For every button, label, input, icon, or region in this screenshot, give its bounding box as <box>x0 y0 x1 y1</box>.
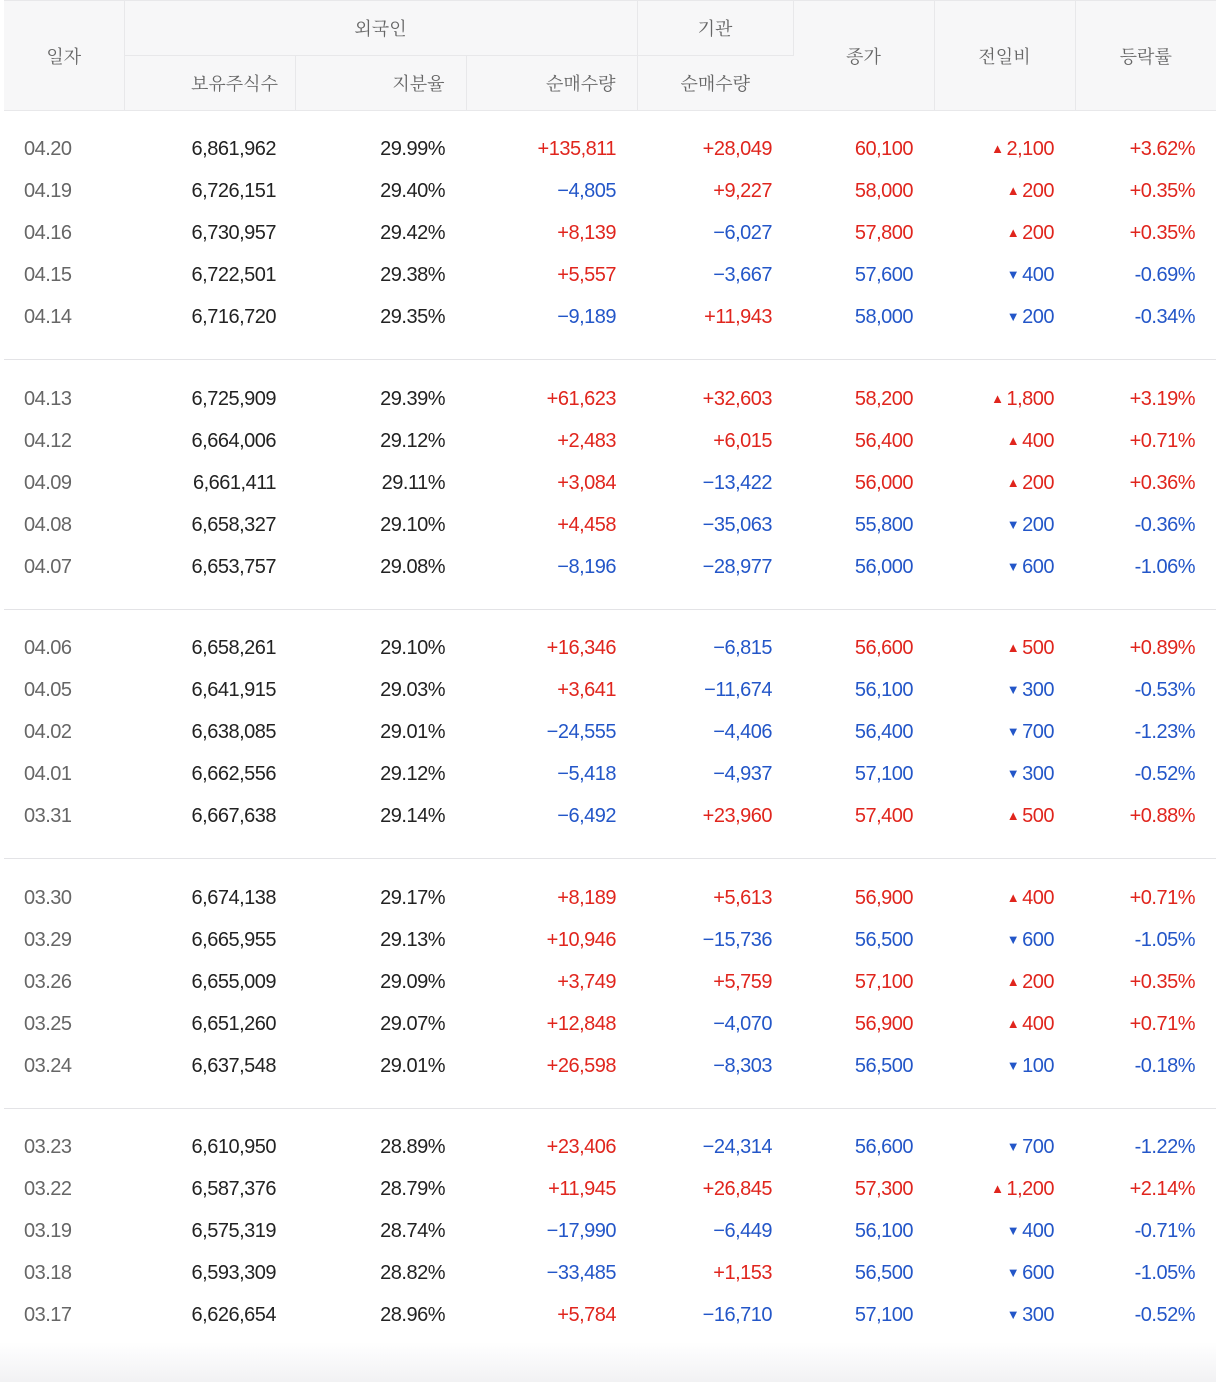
cell-close: 57,600 <box>854 264 914 286</box>
change-value: 300 <box>1022 679 1055 701</box>
header-change: 전일비 <box>934 1 1075 111</box>
cell-rate: -0.53% <box>1134 679 1196 701</box>
cell-rate: -1.23% <box>1134 721 1196 743</box>
change-value: 400 <box>1022 1012 1055 1035</box>
cell-holdings: 6,593,309 <box>191 1262 276 1284</box>
cell-holdings: 6,665,955 <box>191 928 276 951</box>
group-spacer <box>4 859 1216 877</box>
cell-date: 04.19 <box>24 180 72 202</box>
cell-rate: -0.36% <box>1134 513 1196 536</box>
cell-date: 03.30 <box>24 886 72 909</box>
cell-rate: +0.71% <box>1129 1012 1196 1035</box>
triangle-up-icon: ▲ <box>991 141 1004 156</box>
cell-foreign-net: +10,946 <box>546 928 617 951</box>
cell-share: 29.13% <box>380 928 445 951</box>
cell-date: 04.14 <box>24 306 72 328</box>
cell-share: 28.89% <box>380 1136 445 1158</box>
table-row <box>4 712 1216 754</box>
cell-date: 03.29 <box>24 928 72 951</box>
cell-share: 29.11% <box>381 471 445 494</box>
triangle-down-icon: ▼ <box>1006 682 1020 697</box>
table-header <box>4 1 1216 111</box>
cell-rate: +0.36% <box>1129 471 1196 494</box>
triangle-up-icon: ▲ <box>991 1181 1004 1196</box>
cell-rate: +0.71% <box>1129 886 1196 909</box>
cell-holdings: 6,674,138 <box>191 886 276 909</box>
triangle-up-icon: ▲ <box>1006 1015 1020 1031</box>
cell-change <box>934 1211 1075 1253</box>
change-value: 700 <box>1022 721 1055 743</box>
cell-institution-net: +11,943 <box>704 306 773 328</box>
cell-close: 56,000 <box>854 555 914 578</box>
table-row <box>4 420 1216 462</box>
cell-holdings: 6,655,009 <box>191 970 276 993</box>
cell-date: 04.13 <box>24 387 72 410</box>
cell-date: 04.15 <box>24 264 72 286</box>
cell-date: 04.08 <box>24 513 72 536</box>
cell-share: 29.38% <box>380 264 445 286</box>
cell-date: 03.25 <box>24 1012 72 1035</box>
cell-change <box>934 297 1075 339</box>
cell-foreign-net: +11,945 <box>548 1178 617 1200</box>
cell-rate: +0.71% <box>1129 429 1196 452</box>
table-row <box>4 628 1216 670</box>
cell-change <box>934 378 1075 420</box>
cell-close: 58,200 <box>854 387 914 410</box>
cell-close: 56,100 <box>854 679 914 701</box>
cell-close: 57,400 <box>854 805 914 827</box>
triangle-down-icon: ▼ <box>1006 1139 1020 1154</box>
table-body <box>4 111 1216 1358</box>
cell-close: 56,900 <box>854 1012 914 1035</box>
cell-foreign-net: −6,492 <box>557 805 617 827</box>
cell-change <box>934 877 1075 919</box>
cell-close: 56,500 <box>854 1262 914 1284</box>
cell-share: 29.10% <box>380 513 445 536</box>
cell-close: 56,400 <box>854 429 914 452</box>
cell-foreign-net: +5,784 <box>557 1304 617 1326</box>
cell-institution-net: +1,153 <box>713 1262 773 1284</box>
triangle-down-icon: ▼ <box>1006 558 1020 574</box>
table-row <box>4 754 1216 796</box>
triangle-up-icon: ▲ <box>991 390 1004 406</box>
cell-share: 28.82% <box>380 1262 445 1284</box>
cell-change <box>934 255 1075 297</box>
cell-foreign-net: +135,811 <box>537 138 617 160</box>
cell-date: 04.09 <box>24 471 72 494</box>
header-close: 종가 <box>793 1 934 111</box>
table-row <box>4 378 1216 420</box>
cell-institution-net: −4,937 <box>713 763 773 785</box>
cell-foreign-net: +8,189 <box>557 886 617 909</box>
cell-rate: -0.18% <box>1134 1054 1196 1077</box>
cell-holdings: 6,653,757 <box>191 555 276 578</box>
cell-date: 04.20 <box>24 138 72 160</box>
cell-change <box>934 462 1075 504</box>
cell-close: 56,100 <box>854 1220 914 1242</box>
cell-institution-net: +6,015 <box>713 429 773 452</box>
cell-rate: -1.06% <box>1134 555 1196 578</box>
cell-date: 03.31 <box>24 805 72 827</box>
cell-share: 29.10% <box>380 637 445 659</box>
group-spacer <box>4 838 1216 859</box>
cell-rate: +0.35% <box>1129 180 1196 202</box>
triangle-up-icon: ▲ <box>1006 808 1020 823</box>
cell-foreign-net: +5,557 <box>557 264 617 286</box>
cell-rate: +3.19% <box>1129 387 1196 410</box>
cell-institution-net: +32,603 <box>702 387 773 410</box>
cell-institution-net: −4,406 <box>713 721 773 743</box>
table-row <box>4 462 1216 504</box>
cell-rate: +0.88% <box>1129 805 1196 827</box>
cell-rate: +0.35% <box>1129 222 1196 244</box>
cell-share: 29.99% <box>380 138 445 160</box>
cell-holdings: 6,730,957 <box>191 222 276 244</box>
cell-share: 29.40% <box>380 180 445 202</box>
cell-institution-net: −28,977 <box>702 555 773 578</box>
group-spacer <box>4 360 1216 378</box>
cell-holdings: 6,658,327 <box>191 513 276 536</box>
triangle-up-icon: ▲ <box>1006 432 1020 448</box>
cell-date: 04.05 <box>24 679 72 701</box>
cell-institution-net: +5,613 <box>713 886 773 909</box>
table-row <box>4 1295 1216 1337</box>
table-row <box>4 1045 1216 1087</box>
cell-holdings: 6,651,260 <box>191 1012 276 1035</box>
cell-foreign-net: −4,805 <box>557 180 617 202</box>
triangle-down-icon: ▼ <box>1006 516 1020 532</box>
change-value: 500 <box>1022 637 1055 659</box>
cell-institution-net: −6,027 <box>713 222 773 244</box>
triangle-down-icon: ▼ <box>1006 267 1020 282</box>
cell-share: 29.17% <box>380 886 445 909</box>
group-spacer <box>4 610 1216 628</box>
table-row <box>4 504 1216 546</box>
cell-holdings: 6,637,548 <box>191 1054 276 1077</box>
cell-date: 03.24 <box>24 1054 72 1077</box>
cell-date: 04.06 <box>24 637 72 659</box>
cell-rate: -1.05% <box>1134 1262 1196 1284</box>
cell-change <box>934 712 1075 754</box>
triangle-down-icon: ▼ <box>1006 766 1020 781</box>
cell-foreign-net: +3,749 <box>557 970 617 993</box>
triangle-up-icon: ▲ <box>1006 183 1020 198</box>
change-value: 400 <box>1022 886 1055 909</box>
cell-foreign-net: −8,196 <box>557 555 617 578</box>
change-value: 200 <box>1022 513 1055 536</box>
cell-change <box>934 171 1075 213</box>
cell-date: 03.26 <box>24 970 72 993</box>
table-row <box>4 1127 1216 1169</box>
table-row <box>4 129 1216 171</box>
cell-change <box>934 1295 1075 1337</box>
cell-rate: +2.14% <box>1129 1178 1196 1200</box>
cell-close: 56,500 <box>854 1054 914 1077</box>
change-value: 500 <box>1022 805 1055 827</box>
cell-share: 29.14% <box>380 805 445 827</box>
cell-foreign-net: +16,346 <box>546 637 617 659</box>
cell-close: 57,100 <box>854 1304 914 1326</box>
change-value: 300 <box>1022 763 1055 785</box>
cell-share: 28.96% <box>380 1304 445 1326</box>
cell-holdings: 6,641,915 <box>191 679 276 701</box>
change-value: 1,200 <box>1006 1178 1055 1200</box>
cell-change <box>934 546 1075 588</box>
table-row <box>4 255 1216 297</box>
cell-share: 29.03% <box>380 679 445 701</box>
group-spacer <box>4 111 1216 129</box>
triangle-up-icon: ▲ <box>1006 640 1020 655</box>
cell-holdings: 6,861,962 <box>191 138 276 160</box>
cell-share: 29.01% <box>380 1054 445 1077</box>
cell-date: 04.12 <box>24 429 72 452</box>
cell-holdings: 6,725,909 <box>191 387 276 410</box>
change-value: 600 <box>1022 1262 1055 1284</box>
cell-institution-net: −11,674 <box>704 679 773 701</box>
cell-holdings: 6,661,411 <box>193 471 276 494</box>
triangle-up-icon: ▲ <box>1006 973 1020 989</box>
triangle-up-icon: ▲ <box>1006 225 1020 240</box>
table-row <box>4 919 1216 961</box>
cell-date: 04.16 <box>24 222 72 244</box>
cell-rate: -0.71% <box>1134 1220 1196 1242</box>
table-row <box>4 961 1216 1003</box>
cell-institution-net: −8,303 <box>713 1054 773 1077</box>
cell-institution-net: +9,227 <box>713 180 773 202</box>
change-value: 200 <box>1022 306 1055 328</box>
cell-change <box>934 628 1075 670</box>
header-date: 일자 <box>4 1 124 111</box>
table-row <box>4 877 1216 919</box>
cell-change <box>934 504 1075 546</box>
change-value: 400 <box>1022 264 1055 286</box>
cell-close: 56,400 <box>854 721 914 743</box>
cell-share: 29.08% <box>380 555 445 578</box>
cell-change <box>934 1253 1075 1295</box>
change-value: 1,800 <box>1006 387 1055 410</box>
cell-foreign-net: −5,418 <box>557 763 617 785</box>
cell-rate: +0.89% <box>1129 637 1196 659</box>
triangle-down-icon: ▼ <box>1006 1223 1020 1238</box>
cell-date: 04.02 <box>24 721 72 743</box>
cell-institution-net: −35,063 <box>702 513 773 536</box>
cell-institution-net: −16,710 <box>702 1304 773 1326</box>
cell-foreign-net: +8,139 <box>557 222 617 244</box>
header-institution-net: 순매수량 <box>637 56 793 111</box>
table-row <box>4 670 1216 712</box>
cell-share: 29.42% <box>380 222 445 244</box>
cell-share: 28.79% <box>380 1178 445 1200</box>
cell-share: 29.39% <box>380 387 445 410</box>
table-row <box>4 1253 1216 1295</box>
cell-institution-net: −3,667 <box>713 264 773 286</box>
cell-close: 56,600 <box>854 1136 914 1158</box>
cell-date: 04.01 <box>24 763 72 785</box>
cell-institution-net: +5,759 <box>713 970 773 993</box>
change-value: 400 <box>1022 1220 1055 1242</box>
cell-change <box>934 919 1075 961</box>
change-value: 400 <box>1022 429 1055 452</box>
cell-change <box>934 1127 1075 1169</box>
cell-share: 29.01% <box>380 721 445 743</box>
cell-holdings: 6,716,720 <box>191 306 276 328</box>
cell-rate: -1.05% <box>1134 928 1196 951</box>
cell-close: 56,900 <box>854 886 914 909</box>
triangle-up-icon: ▲ <box>1006 889 1020 905</box>
cell-holdings: 6,664,006 <box>191 429 276 452</box>
cell-holdings: 6,722,501 <box>191 264 276 286</box>
header-foreign-net: 순매수량 <box>466 56 637 111</box>
cell-foreign-net: −24,555 <box>546 721 617 743</box>
cell-foreign-net: −33,485 <box>546 1262 617 1284</box>
group-spacer <box>4 588 1216 609</box>
change-value: 600 <box>1022 928 1055 951</box>
cell-change <box>934 961 1075 1003</box>
cell-change <box>934 213 1075 255</box>
cell-foreign-net: +3,641 <box>557 679 617 701</box>
cell-share: 29.07% <box>380 1012 445 1035</box>
cell-rate: -0.52% <box>1134 763 1196 785</box>
cell-change <box>934 1169 1075 1211</box>
cell-date: 03.19 <box>24 1220 72 1242</box>
triangle-down-icon: ▼ <box>1006 931 1020 947</box>
cell-close: 55,800 <box>854 513 914 536</box>
cell-foreign-net: +4,458 <box>557 513 617 536</box>
change-value: 600 <box>1022 555 1055 578</box>
cell-holdings: 6,662,556 <box>191 763 276 785</box>
header-foreign: 외국인 <box>124 1 637 56</box>
cell-rate: -1.22% <box>1134 1136 1196 1158</box>
change-value: 100 <box>1022 1054 1055 1077</box>
cell-institution-net: +23,960 <box>702 805 773 827</box>
table-row <box>4 1169 1216 1211</box>
cell-institution-net: +28,049 <box>702 138 773 160</box>
table-row <box>4 297 1216 339</box>
cell-close: 57,800 <box>854 222 914 244</box>
cell-institution-net: −24,314 <box>702 1136 773 1158</box>
cell-close: 60,100 <box>854 138 914 160</box>
cell-holdings: 6,667,638 <box>191 805 276 827</box>
triangle-down-icon: ▼ <box>1006 724 1020 739</box>
cell-change <box>934 670 1075 712</box>
cell-share: 29.09% <box>380 970 445 993</box>
cell-foreign-net: −9,189 <box>557 306 617 328</box>
change-value: 2,100 <box>1006 138 1055 160</box>
cell-close: 56,000 <box>854 471 914 494</box>
triangle-down-icon: ▼ <box>1006 1307 1020 1322</box>
change-value: 200 <box>1022 970 1055 993</box>
header-institution: 기관 <box>637 1 793 56</box>
cell-holdings: 6,626,654 <box>191 1304 276 1326</box>
cell-date: 03.22 <box>24 1178 72 1200</box>
cell-change <box>934 754 1075 796</box>
foreign-institution-trading-table <box>4 0 1216 1358</box>
cell-share: 29.12% <box>380 763 445 785</box>
cell-rate: -0.34% <box>1134 306 1196 328</box>
change-value: 200 <box>1022 180 1055 202</box>
cell-institution-net: −6,815 <box>713 637 773 659</box>
header-holdings: 보유주식수 <box>124 56 295 111</box>
cell-share: 29.12% <box>380 429 445 452</box>
cell-holdings: 6,587,376 <box>191 1178 276 1200</box>
table-row <box>4 213 1216 255</box>
change-value: 200 <box>1022 471 1055 494</box>
cell-institution-net: −15,736 <box>702 928 773 951</box>
cell-foreign-net: −17,990 <box>546 1220 617 1242</box>
cell-rate: -0.69% <box>1134 264 1196 286</box>
cell-foreign-net: +3,084 <box>557 471 617 494</box>
triangle-up-icon: ▲ <box>1006 474 1020 490</box>
cell-change <box>934 420 1075 462</box>
cell-date: 04.07 <box>24 555 72 578</box>
cell-close: 57,300 <box>854 1178 914 1200</box>
cell-share: 28.74% <box>380 1220 445 1242</box>
cell-foreign-net: +2,483 <box>557 429 617 452</box>
cell-share: 29.35% <box>380 306 445 328</box>
cell-close: 56,600 <box>854 637 914 659</box>
cell-close: 57,100 <box>854 970 914 993</box>
cell-date: 03.17 <box>24 1304 72 1326</box>
cell-institution-net: −6,449 <box>713 1220 773 1242</box>
cell-holdings: 6,610,950 <box>191 1136 276 1158</box>
cell-holdings: 6,638,085 <box>191 721 276 743</box>
group-spacer <box>4 1087 1216 1108</box>
cell-foreign-net: +26,598 <box>546 1054 617 1077</box>
cell-date: 03.23 <box>24 1136 72 1158</box>
cell-institution-net: −13,422 <box>702 471 773 494</box>
group-spacer <box>4 339 1216 360</box>
cell-date: 03.18 <box>24 1262 72 1284</box>
group-spacer <box>4 1109 1216 1127</box>
table-row <box>4 1003 1216 1045</box>
header-share: 지분율 <box>295 56 466 111</box>
cell-close: 56,500 <box>854 928 914 951</box>
change-value: 700 <box>1022 1136 1055 1158</box>
cell-foreign-net: +61,623 <box>546 387 617 410</box>
cell-rate: +0.35% <box>1129 970 1196 993</box>
cell-change <box>934 1003 1075 1045</box>
triangle-down-icon: ▼ <box>1006 1057 1020 1073</box>
table-row <box>4 171 1216 213</box>
cell-close: 58,000 <box>854 306 914 328</box>
cell-institution-net: +26,845 <box>702 1178 773 1200</box>
table-row <box>4 546 1216 588</box>
cell-holdings: 6,575,319 <box>191 1220 276 1242</box>
cell-foreign-net: +12,848 <box>546 1012 617 1035</box>
cell-institution-net: −4,070 <box>713 1012 773 1035</box>
change-value: 300 <box>1022 1304 1055 1326</box>
cell-close: 57,100 <box>854 763 914 785</box>
table-row <box>4 1211 1216 1253</box>
cell-holdings: 6,726,151 <box>191 180 276 202</box>
table-row <box>4 796 1216 838</box>
cell-rate: -0.52% <box>1134 1304 1196 1326</box>
triangle-down-icon: ▼ <box>1006 309 1020 324</box>
cell-change <box>934 1045 1075 1087</box>
cell-close: 58,000 <box>854 180 914 202</box>
change-value: 200 <box>1022 222 1055 244</box>
cell-holdings: 6,658,261 <box>191 637 276 659</box>
header-rate: 등락률 <box>1075 1 1216 111</box>
group-spacer <box>4 1337 1216 1358</box>
cell-foreign-net: +23,406 <box>546 1136 617 1158</box>
cell-change <box>934 129 1075 171</box>
cell-change <box>934 796 1075 838</box>
cell-rate: +3.62% <box>1129 138 1196 160</box>
triangle-down-icon: ▼ <box>1006 1265 1020 1280</box>
